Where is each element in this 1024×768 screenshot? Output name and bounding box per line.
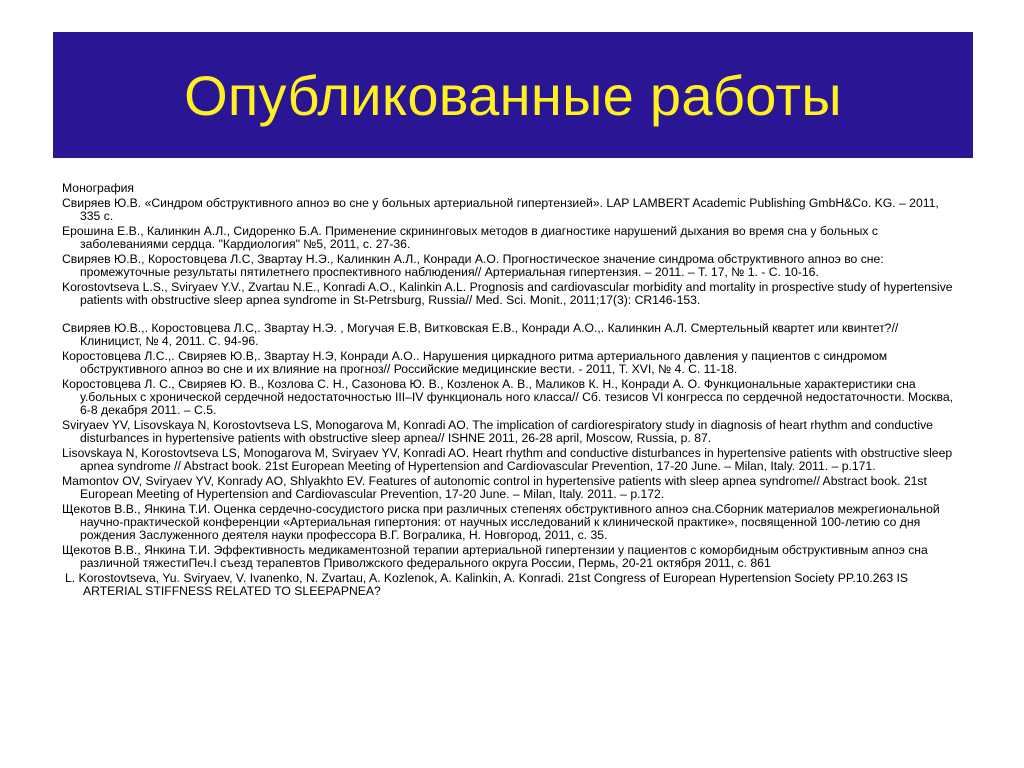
publication-entry: Коростовцева Л. С., Свиряев Ю. В., Козлова С. Н., Сазонова Ю. В., Козленок А. В., Маликов К. Н., Конради А. О. Функциональные характеристики сна у.больных с хронической сердечной недостаточностью III–IV функциональ ного класса// Сб. тезисов VI конгресса по сердечной недостаточности. Москва, 6-8 декабря 2011. – С.5. xyxy=(62,377,954,418)
publication-list xyxy=(62,182,962,600)
publication-entry: Свиряев Ю.В., Коростовцева Л.С, Звартау Н.Э., Калинкин А.Л., Конради А.О. Прогностическое значение синдрома обструктивного апноэ во сне: промежуточные результаты пятилетнего проспективного наблюдения// Артериальная гипертензия. – 2011. – Т. 17, № 1. - С. 10-16. xyxy=(62,251,884,279)
publication-entry: Щекотов В.В., Янкина Т.И. Оценка сердечно-сосудистого риска при различных степенях обструктивного апноэ сна.Сборник материалов межрегиональной научно-практической конференции «Артериальная гипертония: от научных исследований к клинической практике», посвященной 100-летию со дня рождения Заслуженного деятеля науки профессора В.Г. Вогралика, Н. Новгород, 2011, с. 35. xyxy=(62,502,940,543)
publication-entry: Свиряев Ю.В.,. Коростовцева Л.С,. Звартау Н.Э. , Могучая Е.В, Витковская Е.В., Конради А.О.,. Калинкин А.Л. Смертельный квартет или квинтет?// Клиницист, № 4, 2011. С. 94-96. xyxy=(62,321,899,349)
publication-entry: Lisovskaya N, Korostovtseva LS, Monogarova M, Sviryaev YV, Konradi AO. Heart rhythm and conductive disturbances in hypertensive patients with obstructive sleep apnea syndrome // Abstract book. 21st European Meeting of Hypertension and Cardiovascular Prevention, 17-20 June. – Milan, Italy. 2011. – p.171. xyxy=(62,446,953,474)
publication-entry: Mamontov OV, Sviryaev YV, Konrady AO, Shlyakhto EV. Features of autonomic control in hypertensive patients with sleep apnea syndrome// Abstract book. 21st European Meeting of Hypertension and Cardiovascular Prevention, 17-20 June. – Milan, Italy. 2011. – p.172. xyxy=(62,474,927,502)
publication-entry: Свиряев Ю.В. «Синдром обструктивного апноэ во сне у больных артериальной гипертензией». LAP LAMBERT Academic Publishing GmbH&Co. KG. – 2011, 335 с. xyxy=(62,195,939,223)
title-banner xyxy=(53,32,973,158)
publication-entry: L. Korostovtseva, Yu. Sviryaev, V. Ivanenko, N. Zvartau, A. Kozlenok, A. Kalinkin, A. Konradi. 21st Congress of European Hypertension Society PP.10.263 IS ARTERIAL STIFFNESS RELATED TO SLEEPAPNEA? xyxy=(65,571,908,599)
publication-entry: Ерошина Е.В., Калинкин А.Л., Сидоренко Б.А. Применение скрининговых методов в диагностике нарушений дыхания во время сна у больных с заболеваниями сердца. "Кардиология" №5, 2011, с. 27-36. xyxy=(62,223,878,251)
publication-entry: Sviryaev YV, Lisovskaya N, Korostovtseva LS, Monogarova M, Konradi AO. The implication of cardiorespiratory study in diagnosis of heart rhythm and conductive disturbances in hypertensive patients with obstructive sleep apnea// ISHNE 2011, 26-28 april, Moscow, Russia, p. 87. xyxy=(62,418,933,446)
publication-entry: Korostovtseva L.S., Sviryaev Y.V., Zvartau N.E., Konradi A.O., Kalinkin A.L. Prognosis and cardiovascular morbidity and mortality in prospective study of hypertensive patients with obstructive sleep apnea syndrome in St-Petrsburg, Russia// Med. Sci. Monit., 2011;17(3): CR146-153. xyxy=(62,279,953,307)
publication-entry: Коростовцева Л.С.,. Свиряев Ю.В,. Звартау Н.Э, Конради А.О.. Нарушения циркадного ритма артериального давления у пациентов с синдромом обструктивного апноэ во сне и их влияние на прогноз// Российские медицинские вести. - 2011, Т. XVI, № 4. С. 11-18. xyxy=(62,349,888,377)
slide-title: Опубликованные работы xyxy=(184,63,842,127)
section-heading: Монография xyxy=(62,181,135,195)
publication-entry: Щекотов В.В., Янкина Т.И. Эффективность медикаментозной терапии артериальной гипертензии у пациентов с коморбидным обструктивным апноэ сна различной тяжестиПеч.I съезд терапевтов Приволжского федерального округа России, Пермь, 20-21 октября 2011, с. 861 xyxy=(62,543,928,571)
